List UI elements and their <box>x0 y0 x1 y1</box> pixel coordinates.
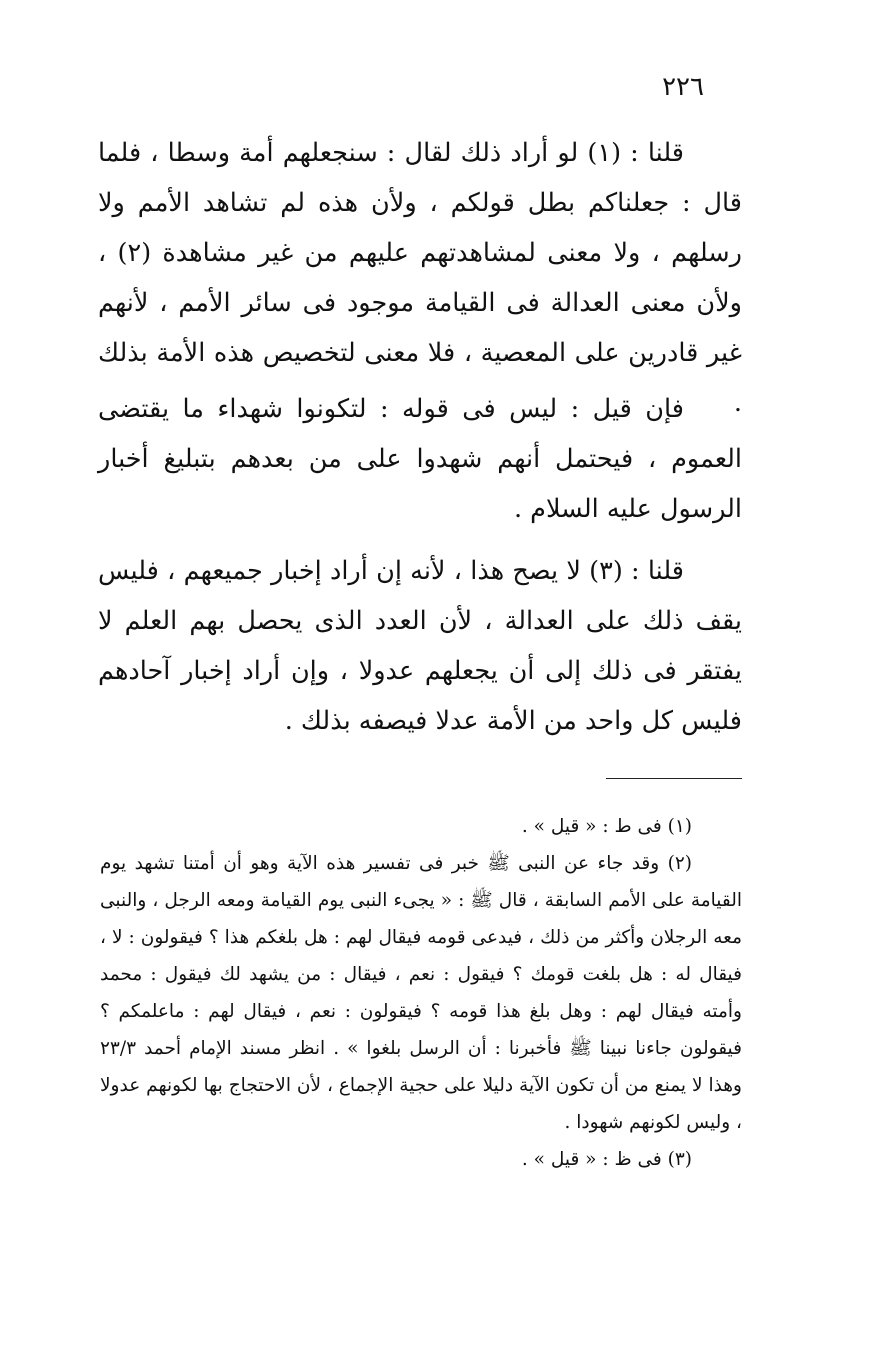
body-paragraph-2 <box>98 384 742 534</box>
footnotes-section <box>100 808 742 1178</box>
footnote-divider <box>606 778 742 779</box>
paragraph-text: قلنا : (٣) لا يصح هذا ، لأنه إن أراد إخبار جميعهم ، فليس يقف ذلك على العدالة ، لأن العدد الذى يحصل بهم العلم لا يفتقر فى ذلك إلى أن يجعلهم عدولا ، وإن أراد إخبار آحادهم فليس كل واحد من الأمة عدلا فيصفه بذلك . <box>98 556 742 736</box>
body-paragraph-1 <box>98 128 742 428</box>
footnote-2: (٢) وقد جاء عن النبى ﷺ خبر فى تفسير هذه الآية وهو أن أمتنا تشهد يوم القيامة على الأمم السابقة ، قال ﷺ : « يجىء النبى يوم القيامة ومعه الرجل ، والنبى معه الرجلان وأكثر من ذلك ، فيدعى قومه فيقال لهم : هل بلغكم هذا ؟ فيقولون : لا ، فيقال له : هل بلغت قومك ؟ فيقول : نعم ، فيقال : من يشهد لك فيقول : محمد وأمته فيقال لهم : وهل بلغ هذا قومه ؟ فيقولون : نعم ، فيقال لهم : ماعلمكم ؟ فيقولون جاءنا نبينا ﷺ فأخبرنا : أن الرسل بلغوا » . انظر مسند الإمام أحمد ٢٣/٣ وهذا لا يمنع من أن تكون الآية دليلا على حجية الإجماع ، لأن الاحتجاج بها لكونهم عدولا ، وليس لكونهم شهودا . <box>100 853 742 1133</box>
page-number: ٢٢٦ <box>662 72 704 102</box>
body-paragraph-3 <box>98 546 742 746</box>
paragraph-text: فإن قيل : ليس فى قوله : لتكونوا شهداء ما يقتضى العموم ، فيحتمل أنهم شهدوا على من بعدهم بتبليغ أخبار الرسول عليه السلام . <box>98 394 742 524</box>
footnote-1: (١) فى ط : « قيل » . <box>521 816 692 837</box>
paragraph-text: قلنا : (١) لو أراد ذلك لقال : سنجعلهم أمة وسطا ، فلما قال : جعلناكم بطل قولكم ، ولأن هذه لم تشاهد الأمم ولا رسلهم ، ولا معنى لمشاهدتهم عليهم من غير مشاهدة (٢) ، ولأن معنى العدالة فى القيامة موجود فى سائر الأمم ، لأنهم غير قادرين على المعصية ، فلا معنى لتخصيص هذه الأمة بذلك . <box>98 138 742 418</box>
footnote-3: (٣) فى ظ : « قيل » . <box>521 1149 692 1170</box>
